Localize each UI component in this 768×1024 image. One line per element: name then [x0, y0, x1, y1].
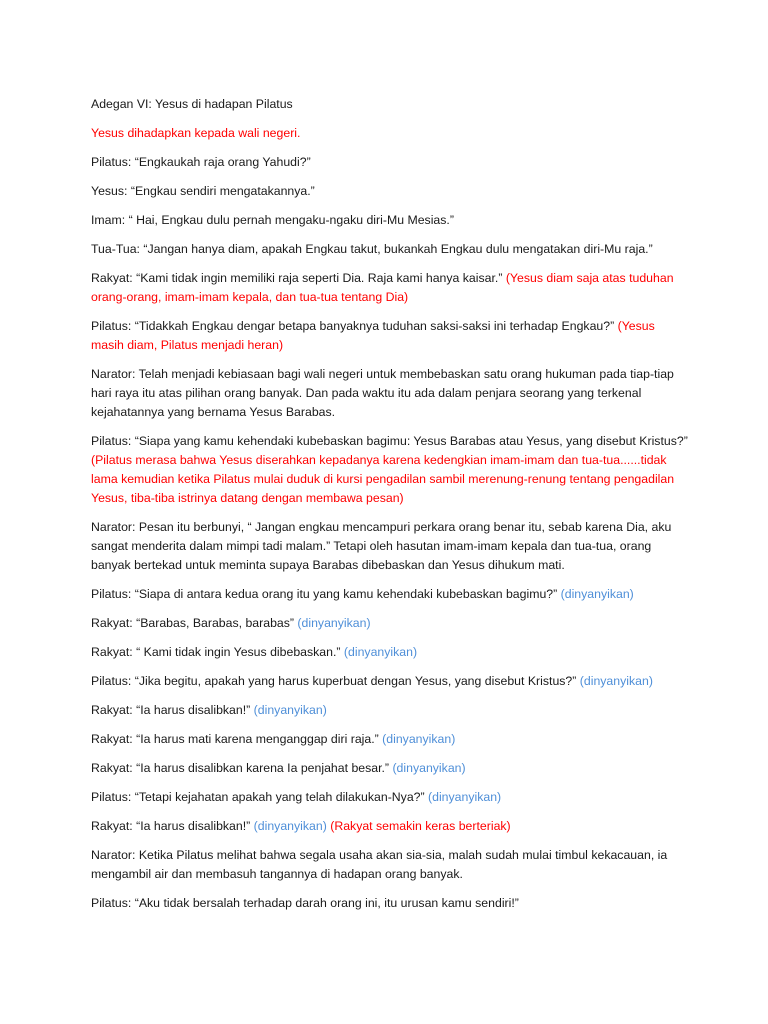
dialogue-text: Rakyat: “Ia harus disalibkan!” [91, 703, 254, 717]
dialogue-text: Rakyat: “Kami tidak ingin memiliki raja seperti Dia. Raja kami hanya kaisar.” [91, 271, 506, 285]
sung-note: (dinyanyikan) [579, 674, 653, 688]
script-line [91, 432, 688, 508]
script-line [91, 240, 688, 259]
sung-note: (dinyanyikan) [343, 645, 418, 659]
dialogue-text: Rakyat: “Ia harus disalibkan!” [91, 819, 254, 833]
dialogue-text: Rakyat: “Ia harus mati karena menganggap diri raja.” [91, 732, 383, 746]
script-line [91, 182, 688, 201]
dialogue-text: Pilatus: “Aku tidak bersalah terhadap darah orang ini, itu urusan kamu sendiri!” [91, 896, 519, 910]
sung-note: (dinyanyikan) [428, 790, 502, 804]
script-line [91, 788, 688, 807]
script-line [91, 730, 688, 749]
script-line [91, 643, 688, 662]
stage-direction: Yesus dihadapkan kepada wali negeri. [91, 126, 301, 140]
dialogue-text: Pilatus: “Tetapi kejahatan apakah yang telah dilakukan-Nya?” [91, 790, 429, 804]
dialogue-text: Yesus: “Engkau sendiri mengatakannya.” [91, 184, 315, 198]
dialogue-text: Narator: Ketika Pilatus melihat bahwa segala usaha akan sia-sia, malah sudah mulai timbul kekacauan, ia mengambil air dan membasuh tangannya di hadapan orang banyak. [91, 848, 668, 881]
script-line [91, 817, 688, 836]
dialogue-text: Rakyat: “Barabas, Barabas, barabas” [91, 616, 298, 630]
script-line [91, 894, 688, 913]
script-line [91, 701, 688, 720]
script-line [91, 614, 688, 633]
sung-note: (dinyanyikan) [297, 616, 371, 630]
sung-note: (dinyanyikan) [382, 732, 456, 746]
stage-direction: (Yesus diam saja atas tuduhan orang-orang, imam-imam kepala, dan tua-tua tentang Dia) [91, 271, 674, 304]
dialogue-text: Narator: Telah menjadi kebiasaan bagi wali negeri untuk membebaskan satu orang hukuman pada tiap-tiap hari raya itu atas pilihan orang banyak. Dan pada waktu itu ada dalam penjara seorang yang terkenal kejahatannya yang bernama Yesus Barabas. [91, 367, 674, 419]
script-line [91, 124, 688, 143]
dialogue-text: Pilatus: “Tidakkah Engkau dengar betapa banyaknya tuduhan saksi-saksi ini terhadap Engkau?” [91, 319, 618, 333]
sung-note: (dinyanyikan) [253, 819, 331, 833]
script-line [91, 672, 688, 691]
scene-title [91, 95, 688, 114]
script-line [91, 317, 688, 355]
stage-direction: (Pilatus merasa bahwa Yesus diserahkan kepadanya karena kedengkian imam-imam dan tua-tua......tidak lama kemudian ketika Pilatus mulai duduk di kursi pengadilan sambil merenung-renung tentang pengadilan Yesus, tiba-tiba istrinya datang dengan membawa pesan) [91, 453, 675, 505]
script-line [91, 846, 688, 884]
script-line [91, 759, 688, 778]
script-line [91, 365, 688, 422]
stage-direction: (Yesus masih diam, Pilatus menjadi heran) [91, 319, 655, 352]
script-line [91, 585, 688, 604]
dialogue-text: Pilatus: “Siapa yang kamu kehendaki kubebaskan bagimu: Yesus Barabas atau Yesus, yang disebut Kristus?” [91, 434, 688, 448]
dialogue-text: Rakyat: “ Kami tidak ingin Yesus dibebaskan.” [91, 645, 344, 659]
script-line [91, 269, 688, 307]
dialogue-text: Rakyat: “Ia harus disalibkan karena Ia penjahat besar.” [91, 761, 393, 775]
dialogue-text: Adegan VI: Yesus di hadapan Pilatus [91, 97, 293, 111]
sung-note: (dinyanyikan) [560, 587, 634, 601]
script-line [91, 211, 688, 230]
sung-note: (dinyanyikan) [253, 703, 327, 717]
dialogue-text: Pilatus: “Siapa di antara kedua orang itu yang kamu kehendaki kubebaskan bagimu?” [91, 587, 561, 601]
dialogue-text: Pilatus: “Jika begitu, apakah yang harus kuperbuat dengan Yesus, yang disebut Kristus?” [91, 674, 580, 688]
dialogue-text: Imam: “ Hai, Engkau dulu pernah mengaku-ngaku diri-Mu Mesias.” [91, 213, 454, 227]
dialogue-text: Pilatus: “Engkaukah raja orang Yahudi?” [91, 155, 311, 169]
script-line [91, 153, 688, 172]
dialogue-text: Narator: Pesan itu berbunyi, “ Jangan engkau mencampuri perkara orang benar itu, sebab karena Dia, aku sangat menderita dalam mimpi tadi malam.” Tetapi oleh hasutan imam-imam kepala dan tua-tua, orang banyak bertekad untuk meminta supaya Barabas dibebaskan dan Yesus dihukum mati. [91, 520, 672, 572]
sung-note: (dinyanyikan) [392, 761, 466, 775]
script-line [91, 518, 688, 575]
dialogue-text: Tua-Tua: “Jangan hanya diam, apakah Engkau takut, bukankah Engkau dulu mengatakan diri-Mu raja.” [91, 242, 653, 256]
stage-direction: (Rakyat semakin keras berteriak) [330, 819, 511, 833]
